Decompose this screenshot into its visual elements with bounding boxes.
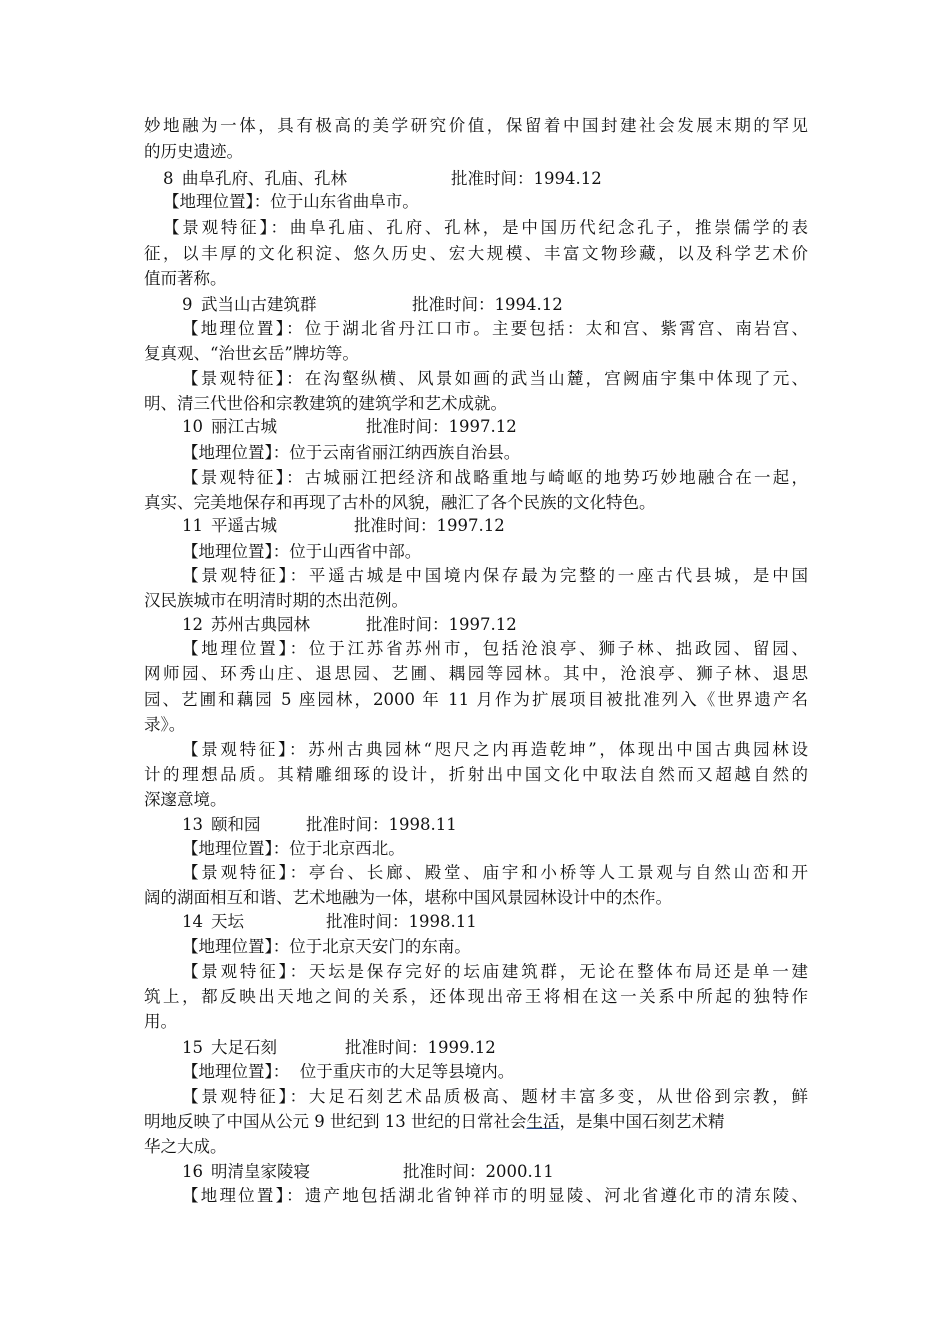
site-heading (0, 612, 950, 638)
text-line (0, 762, 950, 788)
geo-location-line (0, 539, 950, 565)
text-line-content: 【地理位置】：位于云南省丽江纳西族自治县。 (182, 443, 521, 462)
text-line-content: 【地理位置】：位于山西省中部。 (182, 542, 422, 561)
text-line-content: 用。 (144, 1012, 177, 1031)
text-line (0, 687, 950, 713)
site-number: 11 (182, 516, 203, 535)
site-heading (0, 513, 950, 539)
text-line-content: 录》。 (144, 715, 186, 734)
geo-location-line (0, 1183, 950, 1209)
geo-location-line (0, 636, 950, 662)
text-line (0, 588, 950, 614)
feature-line (0, 860, 950, 886)
text-line-content: 征，以丰厚的文化积淀、悠久历史、宏大规模、丰富文物珍藏，以及科学艺术价 (144, 244, 808, 263)
text-line (0, 984, 950, 1010)
feature-line (0, 959, 950, 985)
feature-line (0, 465, 950, 491)
site-name: 苏州古典园林 (211, 615, 310, 634)
text-line-content: 计的理想品质。其精雕细琢的设计，折射出中国文化中取法自然而又超越自然的 (144, 765, 808, 784)
text-line-content: 妙地融为一体，具有极高的美学研究价值，保留着中国封建社会发展末期的罕见 (144, 116, 808, 135)
site-name: 平遥古城 (211, 516, 277, 535)
approval-date: 批准时间：1997.12 (366, 615, 517, 634)
site-heading (0, 1035, 950, 1061)
text-line (0, 113, 950, 139)
text-line-content: 华之大成。 (144, 1137, 227, 1156)
underlined-term: 生活 (526, 1112, 560, 1131)
text-line-content: 【地理位置】：位于山东省曲阜市。 (163, 192, 419, 211)
geo-location-line (0, 836, 950, 862)
feature-line (0, 1084, 950, 1110)
text-line-content: 【景观特征】：在沟壑纵横、风景如画的武当山麓，宫阙庙宇集中体现了元、 (182, 369, 808, 388)
site-heading (0, 414, 950, 440)
text-line-content: 【地理位置】：位于湖北省丹江口市。主要包括：太和宫、紫霄宫、南岩宫、 (182, 319, 808, 338)
text-line-content: 复真观、“治世玄岳”牌坊等。 (144, 344, 359, 363)
approval-date: 批准时间：1994.12 (451, 169, 602, 188)
text-line-content: 【景观特征】：亭台、长廊、殿堂、庙宇和小桥等人工景观与自然山峦和开 (182, 863, 808, 882)
site-number: 14 (182, 912, 203, 931)
site-number: 13 (182, 815, 203, 834)
text-line-content: 【景观特征】：曲阜孔庙、孔府、孔林，是中国历代纪念孔子，推崇儒学的表 (163, 218, 808, 237)
feature-line (0, 366, 950, 392)
text-line-content: 筑上，都反映出天地之间的关系，还体现出帝王将相在这一关系中所起的独特作 (144, 987, 808, 1006)
approval-date: 批准时间：1997.12 (366, 417, 517, 436)
site-name: 大足石刻 (211, 1038, 277, 1057)
text-line-content: 【景观特征】：大足石刻艺术品质极高、题材丰富多变，从世俗到宗教，鲜 (182, 1087, 808, 1106)
text-line (0, 1134, 950, 1160)
site-name: 颐和园 (211, 815, 261, 834)
approval-date: 批准时间：1998.11 (326, 912, 477, 931)
feature-line (0, 563, 950, 589)
text-line (0, 885, 950, 911)
site-name: 丽江古城 (211, 417, 277, 436)
text-line-content: 【景观特征】：天坛是保存完好的坛庙建筑群，无论在整体布局还是单一建 (182, 962, 808, 981)
text-line-content (144, 1109, 808, 1135)
site-name: 天坛 (211, 912, 244, 931)
geo-location-line (0, 440, 950, 466)
text-fragment: ，是集中国石刻艺术精 (559, 1112, 725, 1131)
text-line (0, 1009, 950, 1035)
text-line (0, 241, 950, 267)
site-number: 10 (182, 417, 203, 436)
text-line (0, 1109, 950, 1135)
text-line (0, 661, 950, 687)
text-line-content: 【景观特征】：古城丽江把经济和战略重地与崎岖的地势巧妙地融合在一起， (182, 468, 808, 487)
geo-location-line (0, 934, 950, 960)
geo-location-line (0, 316, 950, 342)
site-heading (0, 1159, 950, 1185)
approval-date: 批准时间：2000.11 (403, 1162, 554, 1181)
text-line-content: 网师园、环秀山庄、退思园、艺圃、耦园等园林。其中，沧浪亭、狮子林、退思 (144, 664, 808, 683)
text-line-content: 汉民族城市在明清时期的杰出范例。 (144, 591, 408, 610)
site-number: 16 (182, 1162, 203, 1181)
text-line-content: 值而著称。 (144, 269, 227, 288)
approval-date: 批准时间：1994.12 (412, 295, 563, 314)
text-line-content: 【景观特征】：平遥古城是中国境内保存最为完整的一座古代县城，是中国 (182, 566, 808, 585)
feature-line (0, 737, 950, 763)
feature-line (0, 215, 950, 241)
text-line-content: 【地理位置】： 位于重庆市的大足等县境内。 (182, 1062, 515, 1081)
text-line-content: 深邃意境。 (144, 790, 227, 809)
text-line-content: 园、艺圃和藕园 5 座园林，2000 年 11 月作为扩展项目被批准列入《世界遗产名 (144, 690, 808, 709)
site-number: 12 (182, 615, 203, 634)
text-line-content: 【地理位置】：遗产地包括湖北省钟祥市的明显陵、河北省遵化市的清东陵、 (182, 1186, 808, 1205)
text-line (0, 341, 950, 367)
geo-location-line (0, 1059, 950, 1085)
site-heading (0, 292, 950, 318)
site-heading (0, 812, 950, 838)
text-line-content: 阔的湖面相互和谐、艺术地融为一体，堪称中国风景园林设计中的杰作。 (144, 888, 672, 907)
site-heading (0, 909, 950, 935)
text-line (0, 787, 950, 813)
text-line (0, 712, 950, 738)
geo-location-line (0, 189, 950, 215)
site-number: 9 (182, 295, 193, 314)
text-fragment: 明地反映了中国从公元 9 世纪到 13 世纪的日常社会 (144, 1112, 527, 1131)
text-line (0, 266, 950, 292)
text-line-content: 明、清三代世俗和宗教建筑的建筑学和艺术成就。 (144, 394, 507, 413)
text-line-content: 【地理位置】：位于北京西北。 (182, 839, 405, 858)
approval-date: 批准时间：1997.12 (354, 516, 505, 535)
text-line (0, 139, 950, 165)
approval-date: 批准时间：1999.12 (345, 1038, 496, 1057)
text-line-content: 【地理位置】：位于北京天安门的东南。 (182, 937, 471, 956)
site-name: 明清皇家陵寝 (211, 1162, 310, 1181)
text-line-content: 【地理位置】：位于江苏省苏州市，包括沧浪亭、狮子林、拙政园、留园、 (182, 639, 808, 658)
site-number: 15 (182, 1038, 203, 1057)
approval-date: 批准时间：1998.11 (306, 815, 457, 834)
text-line-content: 【景观特征】：苏州古典园林“咫尺之内再造乾坤”，体现出中国古典园林设 (182, 740, 808, 759)
site-name: 武当山古建筑群 (201, 295, 317, 314)
site-name: 曲阜孔府、孔庙、孔林 (182, 169, 347, 188)
site-number: 8 (163, 169, 174, 188)
text-line-content: 真实、完美地保存和再现了古朴的风貌，融汇了各个民族的文化特色。 (144, 493, 656, 512)
text-line-content: 的历史遗迹。 (144, 142, 243, 161)
